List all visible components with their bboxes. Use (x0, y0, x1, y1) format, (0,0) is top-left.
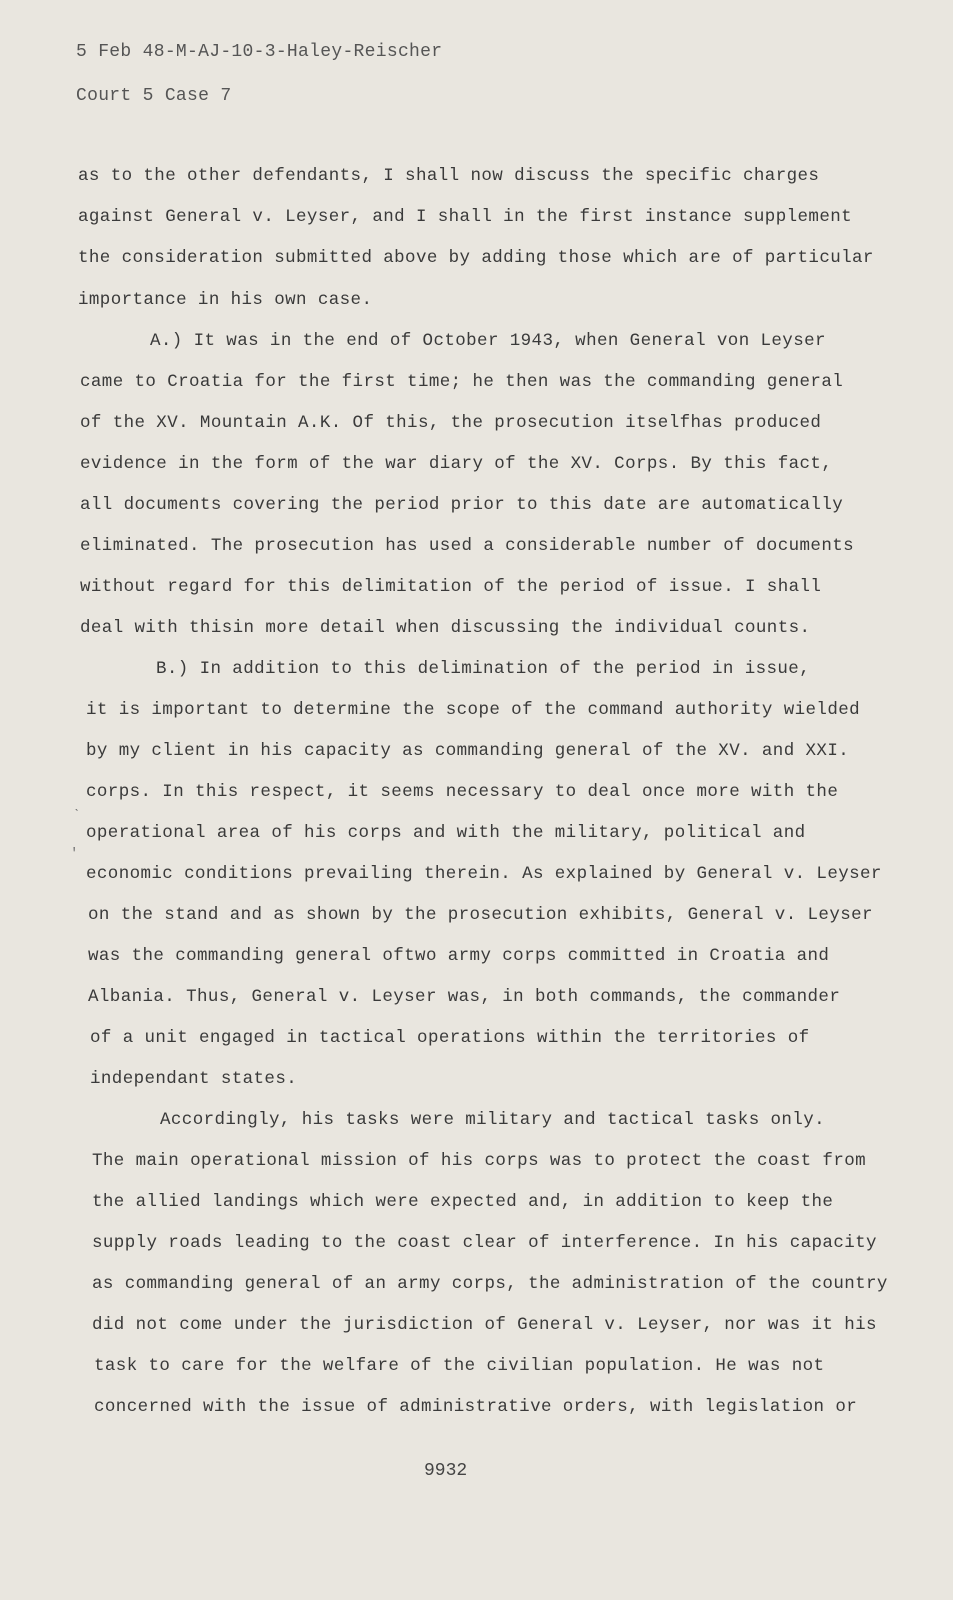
body-line: of a unit engaged in tactical operations within the territories of (90, 1028, 810, 1048)
body-line: was the commanding general oftwo army corps committed in Croatia and (88, 946, 830, 966)
body-line: as to the other defendants, I shall now discuss the specific charges (78, 166, 820, 186)
body-line: did not come under the jurisdiction of General v. Leyser, nor was it his (92, 1315, 877, 1335)
body-line: independant states. (90, 1069, 298, 1089)
body-line: B.) In addition to this delimination of the period in issue, (156, 659, 811, 679)
body-line: as commanding general of an army corps, the administration of the country (92, 1274, 888, 1294)
margin-mark: ˋ (73, 808, 82, 824)
body-line: evidence in the form of the war diary of the XV. Corps. By this fact, (80, 454, 833, 474)
header-reference: 5 Feb 48-M-AJ-10-3-Haley-Reischer (76, 42, 443, 62)
body-line: on the stand and as shown by the prosecution exhibits, General v. Leyser (88, 905, 873, 925)
body-line: economic conditions prevailing therein. As explained by General v. Leyser (86, 864, 882, 884)
body-line: eliminated. The prosecution has used a considerable number of documents (80, 536, 855, 556)
body-line: supply roads leading to the coast clear of interference. In his capacity (92, 1233, 877, 1253)
body-line: by my client in his capacity as commanding general of the XV. and XXI. (86, 741, 850, 761)
body-line: against General v. Leyser, and I shall in the first instance supplement (78, 207, 853, 227)
body-line: Accordingly, his tasks were military and tactical tasks only. (160, 1110, 826, 1130)
body-line: corps. In this respect, it seems necessary to deal once more with the (86, 782, 839, 802)
body-line: without regard for this delimitation of the period of issue. I shall (80, 577, 822, 597)
body-line: A.) It was in the end of October 1943, when General von Leyser (150, 331, 826, 351)
body-line: deal with thisin more detail when discussing the individual counts. (80, 618, 811, 638)
body-line: all documents covering the period prior to this date are automatically (80, 495, 844, 515)
body-line: came to Croatia for the first time; he then was the commanding general (80, 372, 844, 392)
margin-mark: ' (70, 846, 79, 862)
body-line: Albania. Thus, General v. Leyser was, in both commands, the commander (88, 987, 841, 1007)
body-line: task to care for the welfare of the civilian population. He was not (94, 1356, 825, 1376)
body-line: the allied landings which were expected and, in addition to keep the (92, 1192, 834, 1212)
body-line: importance in his own case. (78, 290, 373, 310)
body-line: concerned with the issue of administrative orders, with legislation or (94, 1397, 858, 1417)
body-line: of the XV. Mountain A.K. Of this, the prosecution itselfhas produced (80, 413, 822, 433)
body-line: The main operational mission of his corps was to protect the coast from (92, 1151, 867, 1171)
body-line: the consideration submitted above by adding those which are of particular (78, 248, 874, 268)
body-line: it is important to determine the scope of the command authority wielded (86, 700, 861, 720)
page-number: 9932 (424, 1461, 468, 1481)
body-line: operational area of his corps and with the military, political and (86, 823, 806, 843)
header-court-case: Court 5 Case 7 (76, 86, 232, 106)
